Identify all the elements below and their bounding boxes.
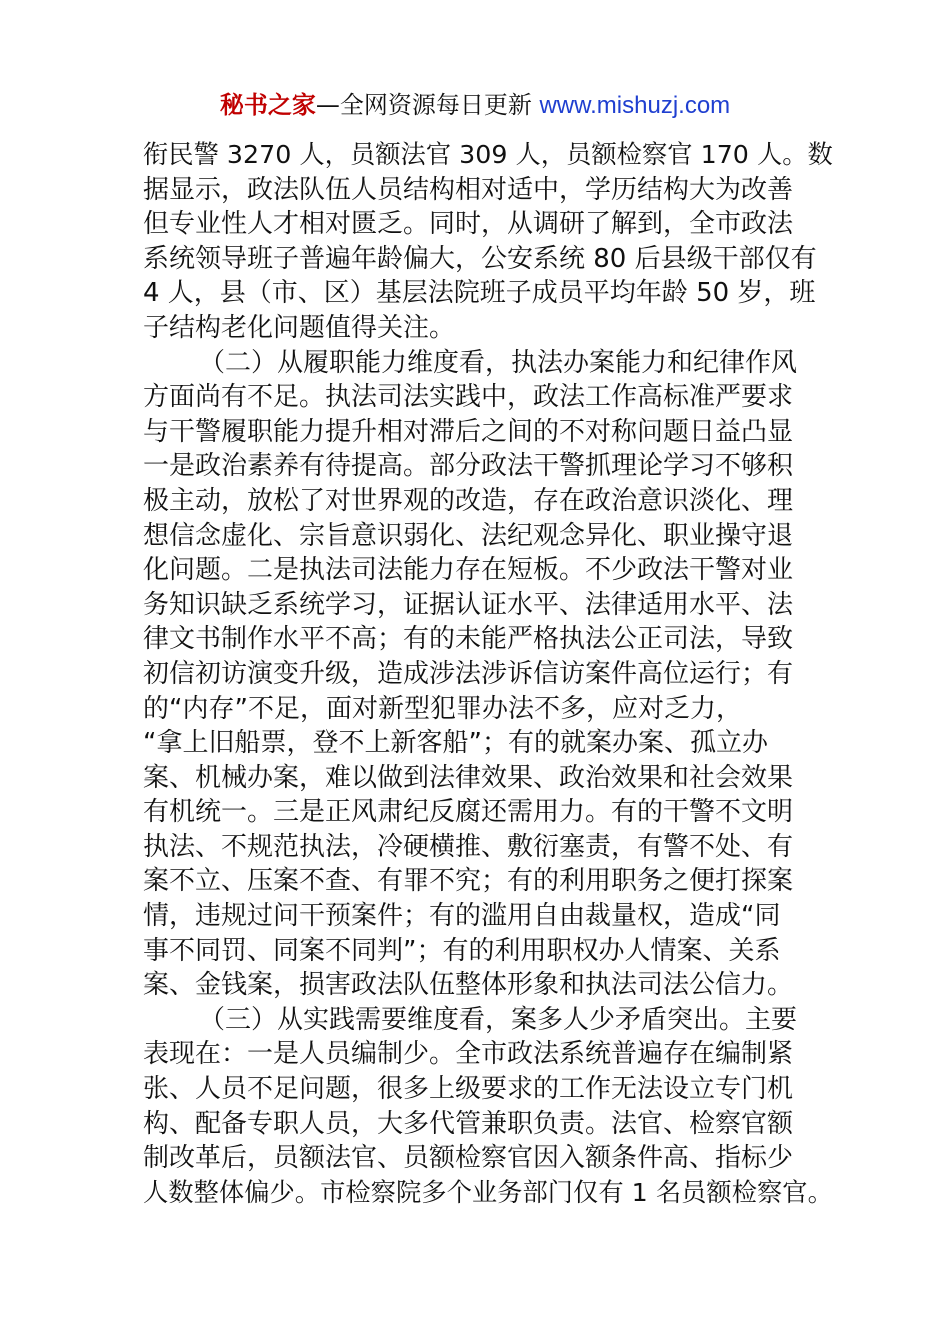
text-line: 想信念虚化、宗旨意识弱化、法纪观念异化、职业操守退 [143, 520, 794, 551]
section-heading-line: （二）从履职能力维度看，执法办案能力和纪律作风 [199, 347, 798, 378]
document-body [143, 138, 833, 1210]
text-line: 情，违规过问干预案件；有的滥用自由裁量权，造成“同 [143, 901, 781, 932]
site-brand: 秘书之家 [219, 91, 316, 119]
text-line: 执法、不规范执法，冷硬横推、敷衍塞责，有警不处、有 [143, 831, 794, 862]
text-line: 系统领导班子普遍年龄偏大，公安系统 80 后县级干部仅有 [143, 243, 817, 274]
text-line: 化问题。二是执法司法能力存在短板。不少政法干警对业 [143, 555, 794, 586]
text-line: 极主动，放松了对世界观的改造，存在政治意识淡化、理 [143, 485, 794, 516]
text-line: 事不同罚、同案不同判”；有的利用职权办人情案、关系 [143, 935, 781, 966]
text-line: 制改革后，员额法官、员额检察官因入额条件高、指标少 [143, 1143, 794, 1174]
site-tagline: —全网资源每日更新 [315, 91, 540, 119]
text-line: 子结构老化问题值得关注。 [143, 312, 456, 343]
text-line: 案、机械办案，难以做到法律效果、政治效果和社会效果 [143, 762, 794, 793]
text-line: 初信初访演变升级，造成涉法涉诉信访案件高位运行；有 [143, 658, 794, 689]
text-line: 4 人，县（市、区）基层法院班子成员平均年龄 50 岁，班 [143, 278, 816, 309]
text-line: 表现在：一是人员编制少。全市政法系统普遍存在编制紧 [143, 1039, 794, 1070]
text-line: 与干警履职能力提升相对滞后之间的不对称问题日益凸显 [143, 416, 794, 447]
text-line: 一是政治素养有待提高。部分政法干警抓理论学习不够积 [143, 451, 794, 482]
text-line: “拿上旧船票，登不上新客船”；有的就案办案、孤立办 [143, 728, 768, 759]
text-line: 但专业性人才相对匮乏。同时，从调研了解到，全市政法 [143, 209, 794, 240]
text-line: 务知识缺乏系统学习，证据认证水平、法律适用水平、法 [143, 589, 794, 620]
text-line: 据显示，政法队伍人员结构相对适中，学历结构大为改善 [143, 174, 794, 205]
text-line: 衔民警 3270 人，员额法官 309 人，员额检察官 170 人。数 [143, 140, 833, 169]
text-line: 方面尚有不足。执法司法实践中，政法工作高标准严要求 [143, 382, 794, 413]
text-line: 律文书制作水平不高；有的未能严格执法公正司法，导致 [143, 624, 794, 655]
text-line: 张、人员不足问题，很多上级要求的工作无法设立专门机 [143, 1074, 794, 1105]
text-line: 构、配备专职人员，大多代管兼职负责。法官、检察官额 [143, 1108, 794, 1139]
text-line: 有机统一。三是正风肃纪反腐还需用力。有的干警不文明 [143, 797, 794, 828]
text-line: 人数整体偏少。市检察院多个业务部门仅有 1 名员额检察官。 [143, 1177, 833, 1207]
section-heading-line: （三）从实践需要维度看，案多人少矛盾突出。主要 [199, 1004, 798, 1035]
text-line: 案不立、压案不查、有罪不究；有的利用职务之便打探案 [143, 866, 794, 897]
text-line: 案、金钱案，损害政法队伍整体形象和执法司法公信力。 [143, 970, 794, 1001]
text-line: 的“内存”不足，面对新型犯罪办法不多，应对乏力， [143, 693, 742, 724]
site-url-link[interactable]: www.mishuzj.com [539, 92, 731, 119]
site-header [0, 88, 950, 123]
